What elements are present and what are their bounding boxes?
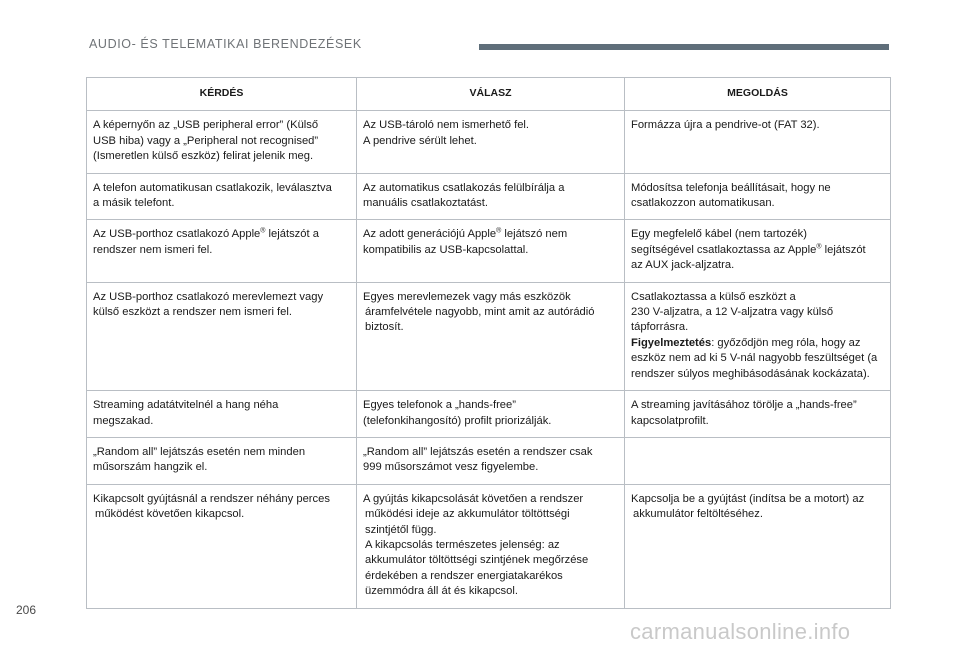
solution-cell [625, 484, 891, 608]
answer-line: „Random all” lejátszás esetén a rendszer csak [363, 445, 593, 458]
solution-cell [625, 391, 891, 438]
answer-line: Az USB-tároló nem ismerhető fel. [363, 119, 530, 132]
solution-line: 230 V-aljzatra, a 12 V-aljzatra vagy külső [631, 306, 834, 319]
faq-table [86, 77, 891, 609]
answer-line: Egyes telefonok a „hands-free” [363, 399, 516, 412]
question-line: megszakad. [93, 414, 154, 427]
warning-label: Figyelmeztetés [631, 336, 712, 349]
answer-line: manuális csatlakoztatást. [363, 197, 488, 210]
question-cell [87, 282, 357, 390]
answer-cell [357, 437, 625, 484]
question-cell [87, 220, 357, 282]
question-cell [87, 437, 357, 484]
answer-line: biztosít. [365, 321, 404, 334]
question-line: USB hiba) vagy a „Peripheral not recognised” [93, 134, 319, 147]
header-bar [479, 44, 889, 50]
warning-text: rendszer súlyos meghibásodásának kockázata). [631, 367, 870, 380]
question-line: rendszer nem ismeri fel. [93, 243, 213, 256]
question-cell [87, 391, 357, 438]
section-title: AUDIO- ÉS TELEMATIKAI BERENDEZÉSEK [89, 37, 362, 51]
column-header-answer: VÁLASZ [357, 78, 625, 111]
table-header-row [87, 78, 891, 111]
answer-line: A kikapcsolás természetes jelenség: az [365, 538, 560, 551]
question-line: Kikapcsolt gyújtásnál a rendszer néhány perces [93, 492, 330, 505]
answer-cell [357, 391, 625, 438]
answer-line: szintjétől függ. [365, 523, 437, 536]
question-line: Streaming adatátvitelnél a hang néha [93, 399, 279, 412]
solution-line: Módosítsa telefonja beállításait, hogy ne [631, 181, 831, 194]
answer-line: A gyújtás kikapcsolását követően a rendszer [363, 492, 584, 505]
question-line: a másik telefont. [93, 197, 175, 210]
answer-cell [357, 484, 625, 608]
solution-line: csatlakozzon automatikusan. [631, 197, 775, 210]
answer-line: Az adott generációjú Apple® lejátszó nem [363, 227, 568, 241]
solution-cell [625, 111, 891, 173]
solution-line: Kapcsolja be a gyújtást (indítsa be a motort) az [631, 492, 865, 505]
answer-line: áramfelvétele nagyobb, mint amit az autórádió [365, 306, 595, 319]
question-cell [87, 484, 357, 608]
solution-cell [625, 220, 891, 282]
answer-line: akkumulátor töltöttségi szintjének megőrzése [365, 554, 589, 567]
faq-body [87, 111, 891, 608]
answer-cell [357, 111, 625, 173]
solution-cell [625, 437, 891, 484]
table-row [87, 220, 891, 282]
solution-cell [625, 282, 891, 390]
question-line: működést követően kikapcsol. [95, 508, 245, 521]
warning-text: eszköz nem ad ki 5 V-nál nagyobb feszültséget (a [631, 352, 878, 365]
question-line: külső eszközt a rendszer nem ismeri fel. [93, 306, 292, 319]
solution-line: az AUX jack-aljzatra. [631, 259, 735, 272]
solution-cell [625, 173, 891, 220]
solution-line: kapcsolatprofilt. [631, 414, 709, 427]
solution-line: segítségével csatlakoztassa az Apple® lejátszót [631, 243, 866, 256]
question-cell [87, 111, 357, 173]
answer-line: kompatibilis az USB-kapcsolattal. [363, 243, 529, 256]
answer-line: (telefonkihangosító) profilt priorizálják. [363, 414, 552, 427]
table-row [87, 111, 891, 173]
question-line: (Ismeretlen külső eszköz) felirat jelenik meg. [93, 150, 314, 163]
question-line: műsorszám hangzik el. [93, 461, 208, 474]
question-line: Az USB-porthoz csatlakozó merevlemezt vagy [93, 290, 324, 303]
answer-line: A pendrive sérült lehet. [363, 134, 477, 147]
warning-line [631, 336, 884, 351]
solution-line: akkumulátor feltöltéséhez. [633, 508, 763, 521]
answer-cell [357, 173, 625, 220]
solution-line: tápforrásra. [631, 321, 689, 334]
table-row [87, 173, 891, 220]
table-row [87, 282, 891, 390]
solution-line: Formázza újra a pendrive-ot (FAT 32). [631, 119, 820, 132]
solution-line: Egy megfelelő kábel (nem tartozék) [631, 228, 807, 241]
watermark: carmanualsonline.info [630, 619, 851, 644]
answer-line: érdekében a rendszer energiatakarékos [365, 569, 563, 582]
column-header-solution: MEGOLDÁS [625, 78, 891, 111]
solution-line: A streaming javításához törölje a „hands-free” [631, 399, 857, 412]
table-row [87, 484, 891, 608]
answer-line: működési ideje az akkumulátor töltöttségi [365, 508, 570, 521]
table-row [87, 391, 891, 438]
question-line: A képernyőn az „USB peripheral error” (Külső [93, 119, 319, 132]
question-line: „Random all” lejátszás esetén nem minden [93, 445, 306, 458]
question-cell [87, 173, 357, 220]
answer-line: Egyes merevlemezek vagy más eszközök [363, 290, 571, 303]
answer-cell [357, 220, 625, 282]
answer-line: 999 műsorszámot vesz figyelembe. [363, 461, 539, 474]
answer-line: Az automatikus csatlakozás felülbírálja a [363, 181, 565, 194]
column-header-question: KÉRDÉS [87, 78, 357, 111]
table-row [87, 437, 891, 484]
solution-line: Csatlakoztassa a külső eszközt a [631, 290, 796, 303]
warning-text: : győződjön meg róla, hogy az [711, 336, 861, 349]
question-line: A telefon automatikusan csatlakozik, leválasztva [93, 181, 332, 194]
page-number: 206 [16, 603, 37, 617]
question-line: Az USB-porthoz csatlakozó Apple® lejátszót a [93, 227, 319, 241]
answer-cell [357, 282, 625, 390]
answer-line: üzemmódra áll át és kikapcsol. [365, 585, 518, 598]
